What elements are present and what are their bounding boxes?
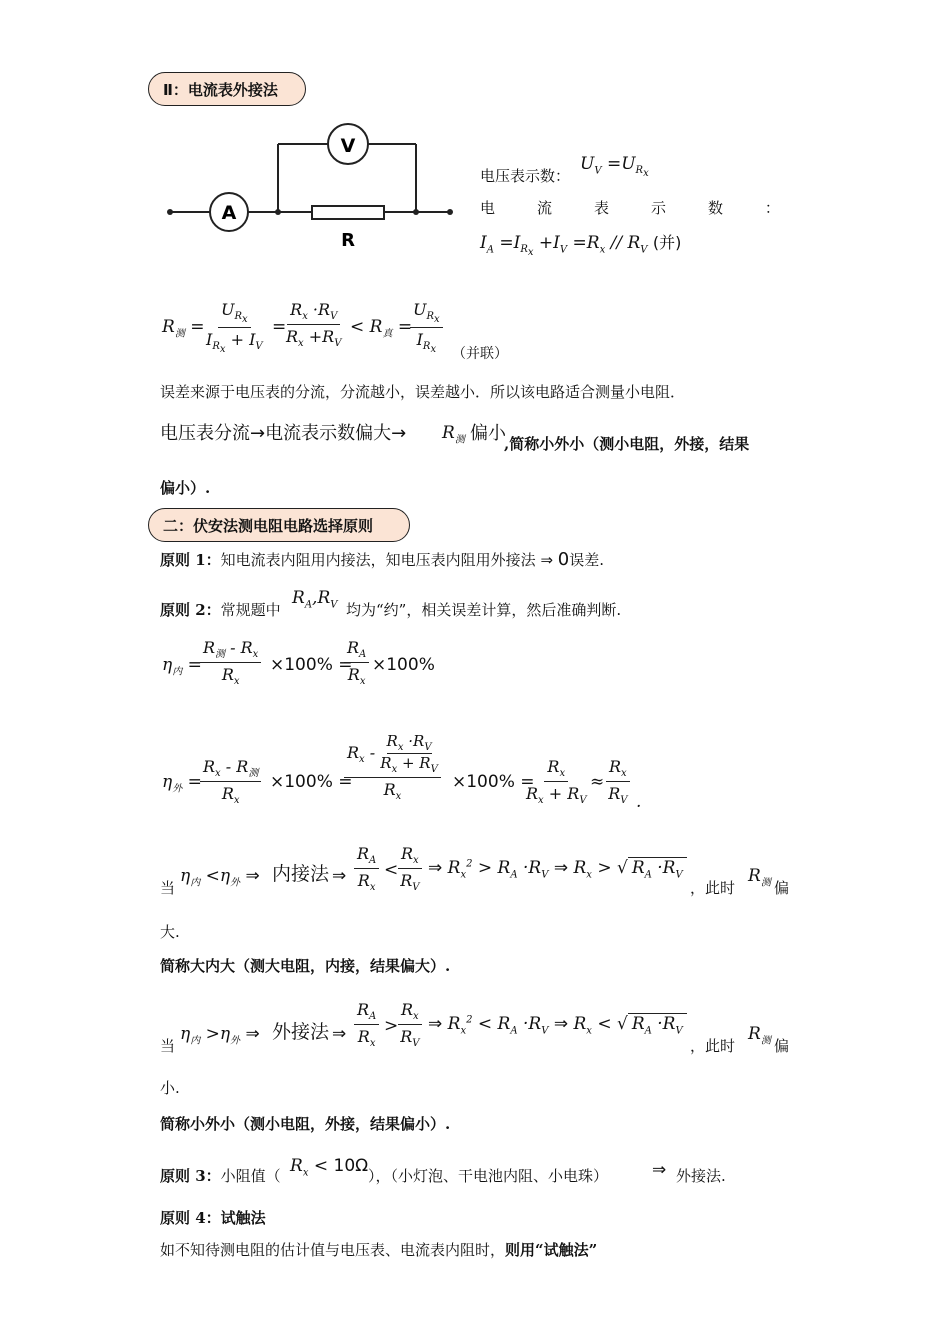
voltmeter-label: V bbox=[340, 135, 356, 157]
ammeter-formula: $I_A =I_{R_x} +I_V =R_x // R_V$ (并) bbox=[480, 233, 682, 259]
principle-1: 原则 1：知电流表内阻用内接法，知电压表内阻用外接法 ⇒ 0误差. bbox=[160, 549, 605, 570]
section-title-text: 二：伏安法测电阻电路选择原则 bbox=[163, 516, 374, 535]
voltmeter-formula: $U_V =U_{R_x}$ bbox=[580, 154, 649, 180]
section-title-principles bbox=[148, 508, 410, 542]
section-title-external bbox=[148, 72, 306, 106]
ammeter-reading-label: 电 流 表 示 数 ： bbox=[480, 199, 780, 217]
paragraph-trial-touch: 如不知待测电阻的估计值与电压表、电流表内阻时，则用“试触法” bbox=[160, 1241, 598, 1259]
summary-external: 简称小外小（测小电阻，外接，结果偏小）. bbox=[160, 1115, 451, 1133]
paragraph-error-source: 误差来源于电压表的分流，分流越小，误差越小．所以该电路适合测量小电阻． bbox=[160, 383, 686, 401]
principle-4: 原则 4：试触法 bbox=[160, 1209, 266, 1227]
circuit-diagram bbox=[160, 118, 460, 258]
section-title-text: Ⅱ：电流表外接法 bbox=[163, 80, 278, 99]
resistor-label: R bbox=[341, 230, 355, 251]
voltmeter-reading: 电压表示数： bbox=[480, 167, 571, 185]
ammeter-label: A bbox=[221, 202, 237, 224]
summary-internal: 简称大内大（测大电阻，内接，结果偏大）. bbox=[160, 957, 451, 975]
